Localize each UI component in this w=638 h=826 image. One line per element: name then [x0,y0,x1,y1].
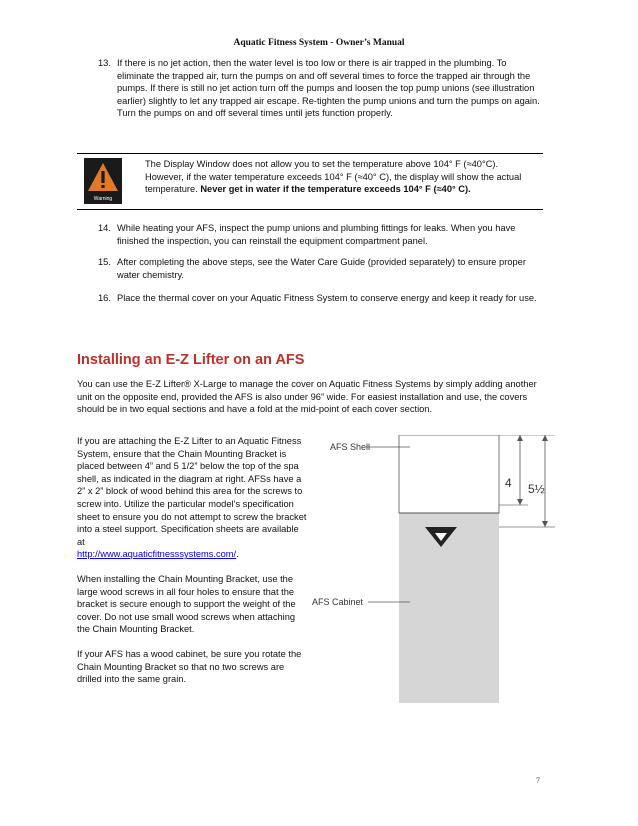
warning-text [145,158,537,196]
intro-paragraph: You can use the E-Z Lifter® X-Large to manage the cover on Aquatic Fitness Systems by simply adding another unit on the opposite end, provided the AFS is also under 96” wide. For easiest installation and use, the covers should be in two equal sections and have a fold at the mid-point of each cover section. [77,379,537,415]
step-number: 13. [98,58,111,68]
dimension-4-label: 4 [505,476,512,490]
step-text: If there is no jet action, then the water level is too low or there is air trapped in the plumbing. To eliminate the trapped air, turn the pumps on and off several times to force the trapped air through the pumps. If there is still no jet action turn off the pumps and loosen the top pump unions (see illustration earlier) slightly to let any trapped air escape. Re-tighten the pump unions and turn the pumps on again. Turn the pumps on and off several times until jets function properly. [117,58,540,119]
section-title: Installing an E-Z Lifter on an AFS [77,352,305,368]
warning-body: The Display Window does not allow you to set the temperature above 104° F (≈40°C). However, if the water temperature exceeds 104° F (≈40° C), the display will show the actual temperature. [145,159,522,195]
install-paragraph-2: When installing the Chain Mounting Bracket, use the large wood screws in all four holes to ensure that the bracket is secure enough to support the weight of the cover. Do not use small wood screws when attaching the Chain Mounting Bracket. [77,573,296,635]
step-text: While heating your AFS, inspect the pump unions and plumbing fittings for leaks. When you have finished the inspection, you can reinstall the equipment compartment panel. [117,223,516,246]
afs-shell-body [399,435,499,513]
afs-cabinet-label: AFS Cabinet [312,597,364,607]
install-paragraph-3: If your AFS has a wood cabinet, be sure you rotate the Chain Mounting Bracket so that no two screws are drilled into the same grain. [77,648,302,685]
install-paragraph-1: If you are attaching the E-Z Lifter to an Aquatic Fitness System, ensure that the Chain Mounting Bracket is placed between 4” and 5 1/2” below the top of the spa shell, as indicated in the diagram at right. AFSs have a 2” x 2” block of wood behind this area for the screws to screw into. Utilize the particular model’s specification sheet to ensure you do not attempt to screw the bracket into a steel support. Specification sheets are available at http://www.aquaticfitnesssystems.com/. [77,436,307,560]
warning-bold: Never get in water if the temperature exceeds 104° F (≈40° C). [200,184,471,195]
website-link[interactable]: http://www.aquaticfitnesssystems.com/ [77,549,237,560]
warning-icon-label: Warning [93,196,113,202]
bracket-diagram [300,435,570,705]
step-16 [98,292,546,305]
step-14 [98,222,546,247]
install-column [77,435,309,698]
afs-shell-label: AFS Shell [330,442,371,452]
install-text-1: If you are attaching the E-Z Lifter to an Aquatic Fitness System, ensure that the Chain Mounting Bracket is placed between 4” and 5 1/2” below the top of the spa shell, as indicated in the diagram at right. AFSs have a 2” x 2” block of wood behind this area for the screws to screw into. Utilize the particular model’s specification sheet to ensure you do not attempt to screw the bracket into a steel support. Specification sheets are available at [77,436,307,547]
step-15 [98,256,546,281]
step-13 [98,57,546,120]
warning-icon [83,157,123,205]
step-text: Place the thermal cover on your Aquatic Fitness System to conserve energy and keep it ready for use. [117,293,537,303]
step-text: After completing the above steps, see the Water Care Guide (provided separately) to ensure proper water chemistry. [117,257,526,280]
warning-box [77,153,543,210]
step-number: 15. [98,257,111,267]
afs-cabinet-body [399,513,499,703]
page-header: Aquatic Fitness System - Owner’s Manual [233,38,405,48]
step-number: 16. [98,293,111,303]
page-number: 7 [536,776,540,785]
step-number: 14. [98,223,111,233]
dimension-5half-label: 5½ [528,482,545,496]
